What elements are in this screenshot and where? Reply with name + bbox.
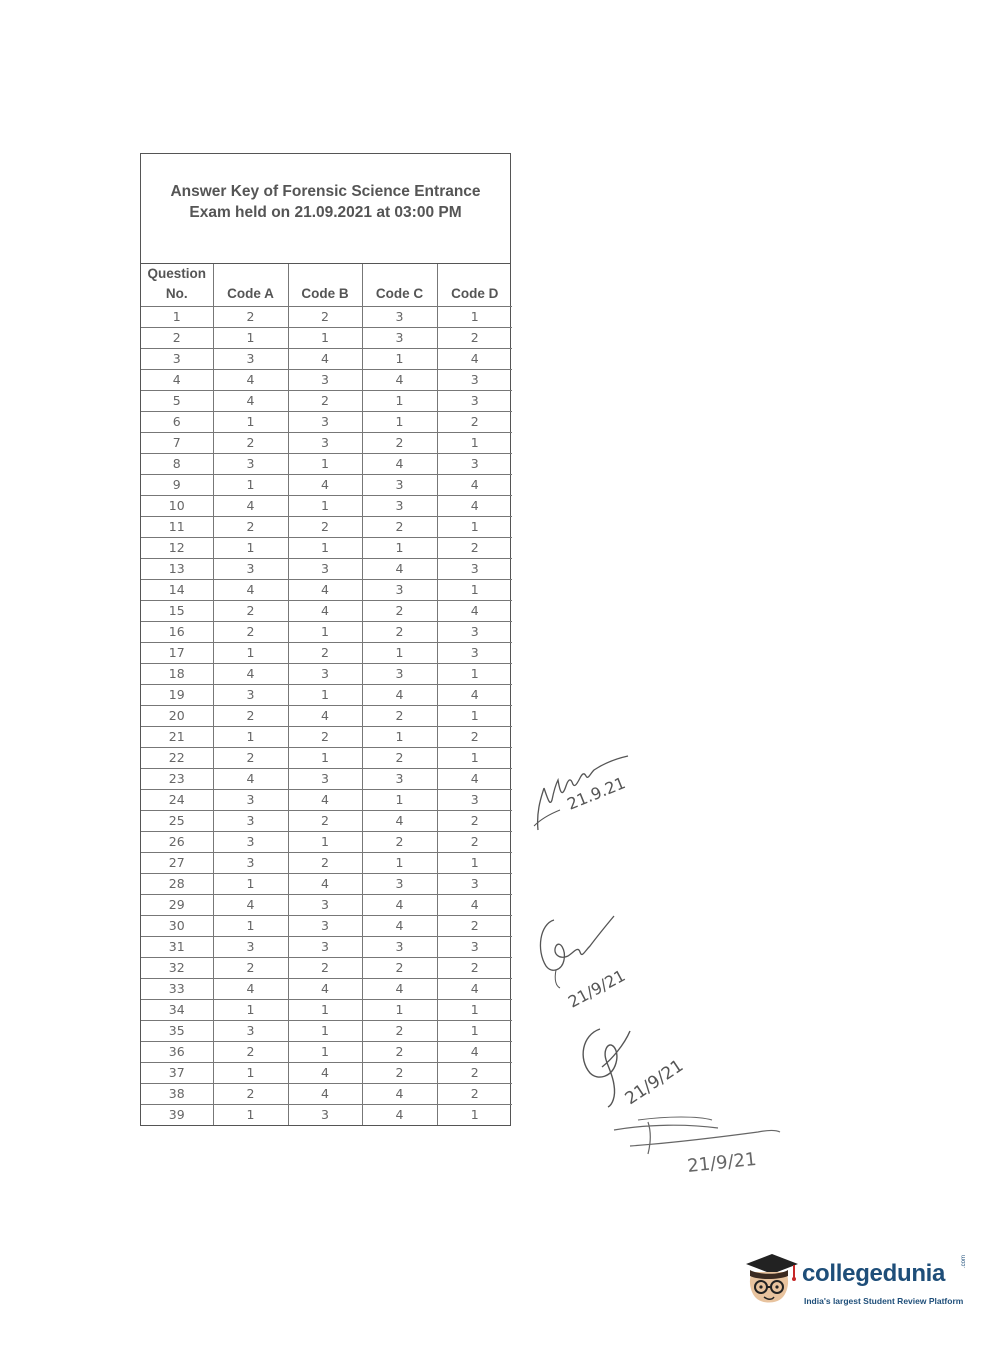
table-row — [141, 979, 512, 1000]
answer-cell: 3 — [362, 328, 437, 349]
question-number-cell: 16 — [141, 622, 213, 643]
table-row — [141, 454, 512, 475]
answer-key-sheet — [140, 153, 511, 1126]
answer-cell: 4 — [288, 706, 362, 727]
question-number-cell: 38 — [141, 1084, 213, 1105]
answer-cell: 1 — [288, 748, 362, 769]
question-number-cell: 8 — [141, 454, 213, 475]
question-number-cell: 10 — [141, 496, 213, 517]
answer-cell: 4 — [288, 580, 362, 601]
answer-cell: 3 — [213, 685, 288, 706]
answer-cell: 2 — [213, 517, 288, 538]
answer-cell: 3 — [288, 664, 362, 685]
table-row — [141, 433, 512, 454]
student-mascot-icon — [742, 1250, 800, 1310]
answer-cell: 4 — [288, 874, 362, 895]
question-number-cell: 28 — [141, 874, 213, 895]
column-header: Question No. — [141, 264, 213, 307]
answer-cell: 4 — [437, 895, 512, 916]
answer-cell: 2 — [437, 412, 512, 433]
answer-cell: 3 — [288, 916, 362, 937]
answer-cell: 3 — [288, 1105, 362, 1126]
table-row — [141, 349, 512, 370]
answer-cell: 3 — [288, 559, 362, 580]
table-row — [141, 1021, 512, 1042]
answer-cell: 4 — [437, 769, 512, 790]
question-number-cell: 14 — [141, 580, 213, 601]
answer-cell: 1 — [437, 433, 512, 454]
answer-cell: 4 — [213, 769, 288, 790]
table-row — [141, 601, 512, 622]
table-row — [141, 664, 512, 685]
table-row — [141, 685, 512, 706]
table-row — [141, 1105, 512, 1126]
signature-1 — [520, 740, 640, 840]
question-number-cell: 35 — [141, 1021, 213, 1042]
table-row — [141, 1084, 512, 1105]
table-row — [141, 790, 512, 811]
question-number-cell: 15 — [141, 601, 213, 622]
answer-cell: 2 — [362, 601, 437, 622]
answer-cell: 4 — [437, 601, 512, 622]
question-number-cell: 2 — [141, 328, 213, 349]
question-number-cell: 5 — [141, 391, 213, 412]
answer-cell: 1 — [288, 496, 362, 517]
answer-cell: 4 — [362, 454, 437, 475]
answer-cell: 2 — [362, 958, 437, 979]
answer-cell: 2 — [213, 622, 288, 643]
table-row — [141, 916, 512, 937]
table-row — [141, 748, 512, 769]
question-number-cell: 32 — [141, 958, 213, 979]
column-header: Code A — [213, 264, 288, 307]
answer-cell: 1 — [213, 475, 288, 496]
answer-cell: 3 — [288, 895, 362, 916]
table-row — [141, 517, 512, 538]
answer-cell: 2 — [288, 811, 362, 832]
answer-cell: 4 — [288, 601, 362, 622]
answer-cell: 1 — [362, 853, 437, 874]
answer-cell: 4 — [362, 979, 437, 1000]
answer-cell: 3 — [213, 454, 288, 475]
answer-cell: 4 — [288, 979, 362, 1000]
answer-cell: 3 — [437, 370, 512, 391]
answer-cell: 3 — [213, 1021, 288, 1042]
question-number-cell: 25 — [141, 811, 213, 832]
answer-cell: 3 — [437, 391, 512, 412]
table-row — [141, 727, 512, 748]
answer-cell: 4 — [288, 1084, 362, 1105]
answer-cell: 2 — [362, 517, 437, 538]
answer-cell: 4 — [437, 349, 512, 370]
answer-cell: 2 — [437, 832, 512, 853]
answer-cell: 1 — [213, 1000, 288, 1021]
question-number-cell: 36 — [141, 1042, 213, 1063]
table-row — [141, 1000, 512, 1021]
answer-cell: 3 — [213, 937, 288, 958]
answer-cell: 2 — [213, 433, 288, 454]
table-row — [141, 958, 512, 979]
table-row — [141, 580, 512, 601]
question-number-cell: 17 — [141, 643, 213, 664]
answer-cell: 1 — [362, 391, 437, 412]
collegedunia-watermark — [742, 1250, 972, 1320]
answer-cell: 1 — [288, 622, 362, 643]
question-number-cell: 27 — [141, 853, 213, 874]
answer-cell: 1 — [437, 853, 512, 874]
answer-cell: 1 — [288, 538, 362, 559]
answer-cell: 2 — [288, 727, 362, 748]
question-number-cell: 24 — [141, 790, 213, 811]
signature-3-date: 21/9/21 — [621, 1055, 688, 1110]
question-number-cell: 23 — [141, 769, 213, 790]
table-row — [141, 832, 512, 853]
answer-cell: 2 — [362, 748, 437, 769]
answer-cell: 1 — [362, 727, 437, 748]
question-number-cell: 26 — [141, 832, 213, 853]
answer-cell: 2 — [213, 706, 288, 727]
answer-cell: 4 — [362, 916, 437, 937]
answer-cell: 4 — [213, 664, 288, 685]
question-number-cell: 19 — [141, 685, 213, 706]
answer-cell: 3 — [362, 937, 437, 958]
question-number-cell: 12 — [141, 538, 213, 559]
answer-cell: 1 — [362, 412, 437, 433]
answer-cell: 2 — [213, 307, 288, 328]
answer-cell: 1 — [288, 1021, 362, 1042]
answer-cell: 3 — [213, 559, 288, 580]
signature-2-date: 21/9/21 — [564, 965, 629, 1012]
answer-cell: 1 — [437, 1000, 512, 1021]
question-number-cell: 9 — [141, 475, 213, 496]
table-row — [141, 811, 512, 832]
answer-cell: 1 — [213, 412, 288, 433]
answer-cell: 1 — [213, 874, 288, 895]
answer-cell: 2 — [362, 622, 437, 643]
question-number-cell: 39 — [141, 1105, 213, 1126]
answer-cell: 1 — [213, 538, 288, 559]
answer-cell: 4 — [437, 475, 512, 496]
question-number-cell: 6 — [141, 412, 213, 433]
question-number-cell: 3 — [141, 349, 213, 370]
answer-cell: 1 — [437, 307, 512, 328]
answer-cell: 2 — [362, 706, 437, 727]
question-number-cell: 1 — [141, 307, 213, 328]
question-number-cell: 22 — [141, 748, 213, 769]
table-row — [141, 391, 512, 412]
answer-cell: 1 — [213, 643, 288, 664]
table-header-row — [141, 264, 512, 307]
answer-cell: 2 — [362, 832, 437, 853]
answer-cell: 1 — [288, 832, 362, 853]
table-row — [141, 412, 512, 433]
table-row — [141, 706, 512, 727]
answer-cell: 4 — [362, 895, 437, 916]
answer-cell: 1 — [288, 454, 362, 475]
title-line-2: Exam held on 21.09.2021 at 03:00 PM — [189, 204, 462, 221]
answer-cell: 1 — [362, 349, 437, 370]
answer-cell: 3 — [362, 769, 437, 790]
answer-cell: 1 — [362, 643, 437, 664]
column-header: Code D — [437, 264, 512, 307]
answer-cell: 3 — [213, 832, 288, 853]
answer-cell: 1 — [213, 727, 288, 748]
answer-cell: 1 — [437, 1105, 512, 1126]
answer-cell: 3 — [288, 937, 362, 958]
answer-cell: 1 — [213, 328, 288, 349]
column-header: Code B — [288, 264, 362, 307]
answer-cell: 3 — [288, 370, 362, 391]
table-row — [141, 769, 512, 790]
answer-cell: 4 — [362, 370, 437, 391]
answer-cell: 3 — [437, 454, 512, 475]
answer-cell: 4 — [288, 349, 362, 370]
answer-cell: 4 — [437, 1042, 512, 1063]
answer-cell: 2 — [213, 958, 288, 979]
table-row — [141, 1042, 512, 1063]
table-row — [141, 874, 512, 895]
answer-cell: 2 — [288, 391, 362, 412]
answer-cell: 4 — [213, 391, 288, 412]
answer-cell: 3 — [213, 811, 288, 832]
answer-cell: 1 — [362, 1000, 437, 1021]
answer-cell: 3 — [437, 937, 512, 958]
answer-cell: 4 — [288, 790, 362, 811]
title-box — [141, 154, 510, 264]
answer-cell: 2 — [288, 853, 362, 874]
answer-cell: 4 — [288, 475, 362, 496]
answer-cell: 1 — [288, 685, 362, 706]
answer-cell: 4 — [362, 1084, 437, 1105]
answer-cell: 2 — [362, 1063, 437, 1084]
answer-cell: 2 — [288, 307, 362, 328]
answer-cell: 2 — [288, 643, 362, 664]
signatures-area — [520, 740, 800, 1180]
question-number-cell: 11 — [141, 517, 213, 538]
answer-cell: 1 — [362, 538, 437, 559]
table-row — [141, 328, 512, 349]
answer-cell: 1 — [437, 580, 512, 601]
question-number-cell: 13 — [141, 559, 213, 580]
table-row — [141, 1063, 512, 1084]
answer-cell: 2 — [437, 1063, 512, 1084]
answer-cell: 1 — [213, 1105, 288, 1126]
answer-cell: 1 — [288, 1000, 362, 1021]
table-row — [141, 496, 512, 517]
signature-3 — [572, 1015, 712, 1125]
answer-cell: 3 — [437, 622, 512, 643]
answer-cell: 2 — [288, 958, 362, 979]
question-number-cell: 29 — [141, 895, 213, 916]
answer-cell: 3 — [362, 307, 437, 328]
brand-name: collegedunia — [802, 1260, 946, 1287]
answer-cell: 2 — [213, 1042, 288, 1063]
answer-cell: 4 — [362, 811, 437, 832]
signature-2 — [534, 910, 644, 1020]
answer-cell: 2 — [437, 958, 512, 979]
answer-cell: 4 — [362, 685, 437, 706]
answer-cell: 2 — [362, 433, 437, 454]
question-number-cell: 4 — [141, 370, 213, 391]
table-row — [141, 643, 512, 664]
answer-cell: 1 — [213, 916, 288, 937]
signature-4 — [608, 1110, 788, 1180]
question-number-cell: 7 — [141, 433, 213, 454]
answer-cell: 2 — [362, 1021, 437, 1042]
answer-cell: 4 — [362, 1105, 437, 1126]
answer-cell: 1 — [437, 1021, 512, 1042]
answer-cell: 3 — [288, 433, 362, 454]
table-row — [141, 622, 512, 643]
answer-cell: 2 — [437, 328, 512, 349]
answer-cell: 2 — [437, 916, 512, 937]
question-number-cell: 37 — [141, 1063, 213, 1084]
answer-cell: 4 — [288, 1063, 362, 1084]
table-row — [141, 370, 512, 391]
answer-cell: 4 — [213, 895, 288, 916]
question-number-cell: 30 — [141, 916, 213, 937]
question-number-cell: 34 — [141, 1000, 213, 1021]
brand-tagline: India's largest Student Review Platform — [804, 1296, 964, 1306]
answer-cell: 4 — [437, 685, 512, 706]
table-row — [141, 538, 512, 559]
answer-cell: 1 — [437, 706, 512, 727]
answer-cell: 2 — [437, 1084, 512, 1105]
table-body — [141, 307, 512, 1126]
table-row — [141, 895, 512, 916]
answer-cell: 3 — [362, 580, 437, 601]
brand-dotcom: .com — [961, 1254, 967, 1268]
answer-cell: 1 — [288, 1042, 362, 1063]
answer-cell: 3 — [288, 412, 362, 433]
answer-cell: 4 — [213, 580, 288, 601]
answer-cell: 2 — [213, 1084, 288, 1105]
answer-cell: 2 — [362, 1042, 437, 1063]
question-number-cell: 18 — [141, 664, 213, 685]
answer-cell: 1 — [213, 1063, 288, 1084]
answer-cell: 2 — [437, 538, 512, 559]
answer-cell: 2 — [213, 601, 288, 622]
answer-cell: 4 — [213, 979, 288, 1000]
answer-cell: 4 — [213, 496, 288, 517]
answer-cell: 3 — [288, 769, 362, 790]
answer-cell: 3 — [362, 475, 437, 496]
answer-cell: 2 — [437, 811, 512, 832]
answer-cell: 3 — [213, 853, 288, 874]
answer-cell: 3 — [213, 790, 288, 811]
signature-4-date: 21/9/21 — [686, 1148, 758, 1177]
answer-cell: 1 — [437, 748, 512, 769]
title-line-1: Answer Key of Forensic Science Entrance — [170, 183, 481, 200]
answer-cell: 3 — [362, 874, 437, 895]
answer-cell: 3 — [437, 790, 512, 811]
answer-cell: 3 — [437, 559, 512, 580]
signature-1-date: 21.9.21 — [564, 773, 629, 814]
answer-cell: 3 — [437, 874, 512, 895]
answer-cell: 3 — [362, 664, 437, 685]
table-row — [141, 559, 512, 580]
answer-cell: 2 — [437, 727, 512, 748]
answer-key-table — [141, 264, 512, 1125]
answer-cell: 3 — [362, 496, 437, 517]
answer-cell: 2 — [213, 748, 288, 769]
table-row — [141, 307, 512, 328]
answer-cell: 2 — [288, 517, 362, 538]
answer-cell: 4 — [362, 559, 437, 580]
answer-cell: 4 — [437, 979, 512, 1000]
table-row — [141, 937, 512, 958]
question-number-cell: 31 — [141, 937, 213, 958]
table-row — [141, 853, 512, 874]
answer-cell: 1 — [288, 328, 362, 349]
answer-cell: 1 — [437, 664, 512, 685]
answer-cell: 4 — [213, 370, 288, 391]
table-row — [141, 475, 512, 496]
answer-cell: 3 — [437, 643, 512, 664]
answer-cell: 4 — [437, 496, 512, 517]
answer-cell: 3 — [213, 349, 288, 370]
question-number-cell: 21 — [141, 727, 213, 748]
question-number-cell: 33 — [141, 979, 213, 1000]
question-number-cell: 20 — [141, 706, 213, 727]
column-header: Code C — [362, 264, 437, 307]
answer-cell: 1 — [437, 517, 512, 538]
answer-cell: 1 — [362, 790, 437, 811]
